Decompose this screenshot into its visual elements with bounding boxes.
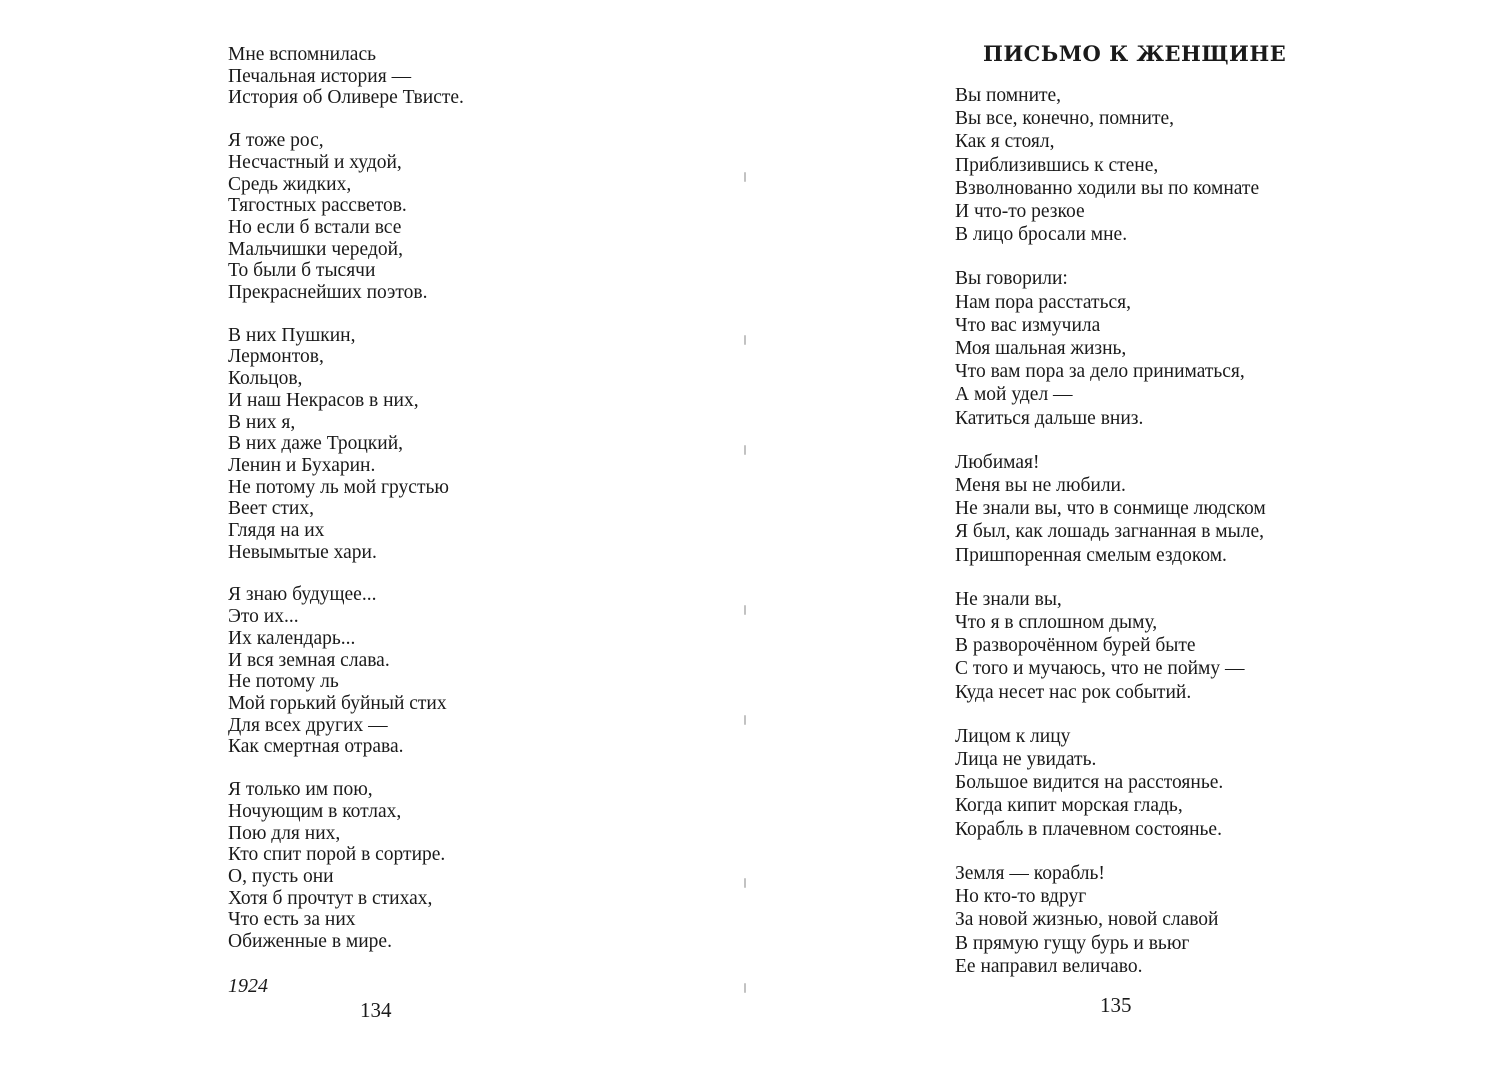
poem-line: Не потому ль [228,671,339,693]
poem-line: Корабль в плачевном состоянье. [955,818,1222,840]
stanza [228,584,708,758]
poem-line: В них даже Троцкий, [228,433,404,455]
stanza [955,862,1475,978]
poem-line: Не потому ль мой грустью [228,476,449,498]
poem-line: Хотя б прочтут в стихах, [228,887,433,909]
stanza [228,130,708,304]
poem-line: Ночующим в котлах, [228,800,402,822]
poem-line: Мой горький буйный стих [228,692,447,714]
poem-line: Приблизившись к стене, [955,154,1159,176]
stanza [955,267,1475,429]
stanza [228,325,708,564]
poem-line: Я знаю будущее... [228,584,377,606]
poem-line: Печальная история — [228,65,412,87]
book-gutter [742,0,748,1080]
poem-line: Когда кипит морская гладь, [955,795,1183,817]
poem-line: В разворочённом бурей быте [955,635,1196,657]
gutter-speck [744,878,746,888]
poem-line: Как смертная отрава. [228,736,404,758]
left-poem-body [228,44,708,953]
poem-line: Взволнованно ходили вы по комнате [955,177,1260,199]
poem-line: Куда несет нас рок событий. [955,681,1192,703]
poem-line: Прекраснейших поэтов. [228,282,428,304]
poem-title: ПИСЬМО К ЖЕНЩИНЕ [983,41,1287,66]
poem-line: Но кто-то вдруг [955,886,1087,908]
gutter-speck [744,715,746,725]
gutter-speck [744,605,746,615]
poem-line: Мне вспомнилась [228,44,377,65]
poem-line: Вы помните, [955,85,1062,106]
poem-line: И вся земная слава. [228,649,390,671]
poem-line: Но если б встали все [228,216,402,238]
gutter-speck [744,172,746,182]
poem-line: Ее направил величаво. [955,955,1143,977]
poem-line: Веет стих, [228,498,314,520]
poem-line: Пришпоренная смелым ездоком. [955,544,1227,566]
poem-line: И что-то резкое [955,201,1085,223]
poem-line: Обиженные в мире. [228,931,392,953]
poem-line: Большое видится на расстоянье. [955,772,1224,794]
poem-line: Для всех других — [228,714,388,736]
poem-date: 1924 [228,974,268,997]
stanza [955,84,1475,246]
poem-line: Я был, как лошадь загнанная в мыле, [955,521,1265,543]
poem-line: Тягостных рассветов. [228,195,407,217]
poem-line: Пою для них, [228,822,341,844]
poem-line: Что вам пора за дело приниматься, [955,361,1245,383]
poem-line: В них Пушкин, [228,324,356,346]
poem-line: Ленин и Бухарин. [228,454,376,476]
gutter-speck [744,445,746,455]
poem-line: Что я в сплошном дыму, [955,612,1158,634]
stanza [955,451,1475,567]
poem-line: Вы говорили: [955,268,1068,290]
poem-line: Кольцов, [228,368,303,390]
poem-line: Лица не увидать. [955,749,1097,771]
poem-line: Это их... [228,606,299,628]
poem-line: История об Оливере Твисте. [228,87,464,109]
page-number-right: 135 [1100,993,1132,1017]
right-page [955,40,1475,999]
poem-line: Что есть за них [228,909,356,931]
poem-line: Я тоже рос, [228,130,324,152]
right-poem-body [955,84,1475,978]
poem-line: В прямую гущу бурь и вьюг [955,932,1190,954]
poem-line: Не знали вы, [955,588,1062,610]
poem-line: За новой жизнью, новой славой [955,909,1219,931]
poem-line: Их календарь... [228,627,356,649]
poem-line: Глядя на их [228,520,325,542]
stanza [228,779,708,953]
poem-line: Не знали вы, что в сонмище людском [955,498,1266,520]
poem-line: Лицом к лицу [955,725,1071,747]
poem-line: В них я, [228,411,296,433]
poem-line: И наш Некрасов в них, [228,389,419,411]
poem-line: Лермонтов, [228,346,324,368]
gutter-speck [744,335,746,345]
page-number-left: 134 [360,998,392,1022]
poem-line: В лицо бросали мне. [955,224,1128,246]
poem-line: Катиться дальше вниз. [955,407,1144,429]
poem-line: Невымытые хари. [228,541,377,563]
poem-line: То были б тысячи [228,260,376,282]
poem-line: Вы все, конечно, помните, [955,108,1175,130]
stanza [228,44,708,109]
poem-line: Моя шальная жизнь, [955,338,1127,360]
poem-line: Земля — корабль! [955,862,1105,884]
left-page [228,44,708,998]
stanza [955,725,1475,841]
poem-line: Я только им пою, [228,779,373,801]
poem-line: С того и мучаюсь, что не пойму — [955,658,1245,680]
poem-line: Меня вы не любили. [955,475,1126,497]
gutter-speck [744,983,746,993]
stanza [955,588,1475,704]
poem-line: Средь жидких, [228,173,352,195]
poem-line: А мой удел — [955,384,1073,406]
poem-line: Кто спит порой в сортире. [228,844,446,866]
poem-line: О, пусть они [228,865,334,887]
poem-line: Нам пора расстаться, [955,291,1131,313]
poem-line: Несчастный и худой, [228,151,402,173]
poem-line: Как я стоял, [955,131,1055,153]
poem-line: Что вас измучила [955,314,1101,336]
poem-line: Любимая! [955,451,1040,473]
poem-line: Мальчишки чередой, [228,238,403,260]
